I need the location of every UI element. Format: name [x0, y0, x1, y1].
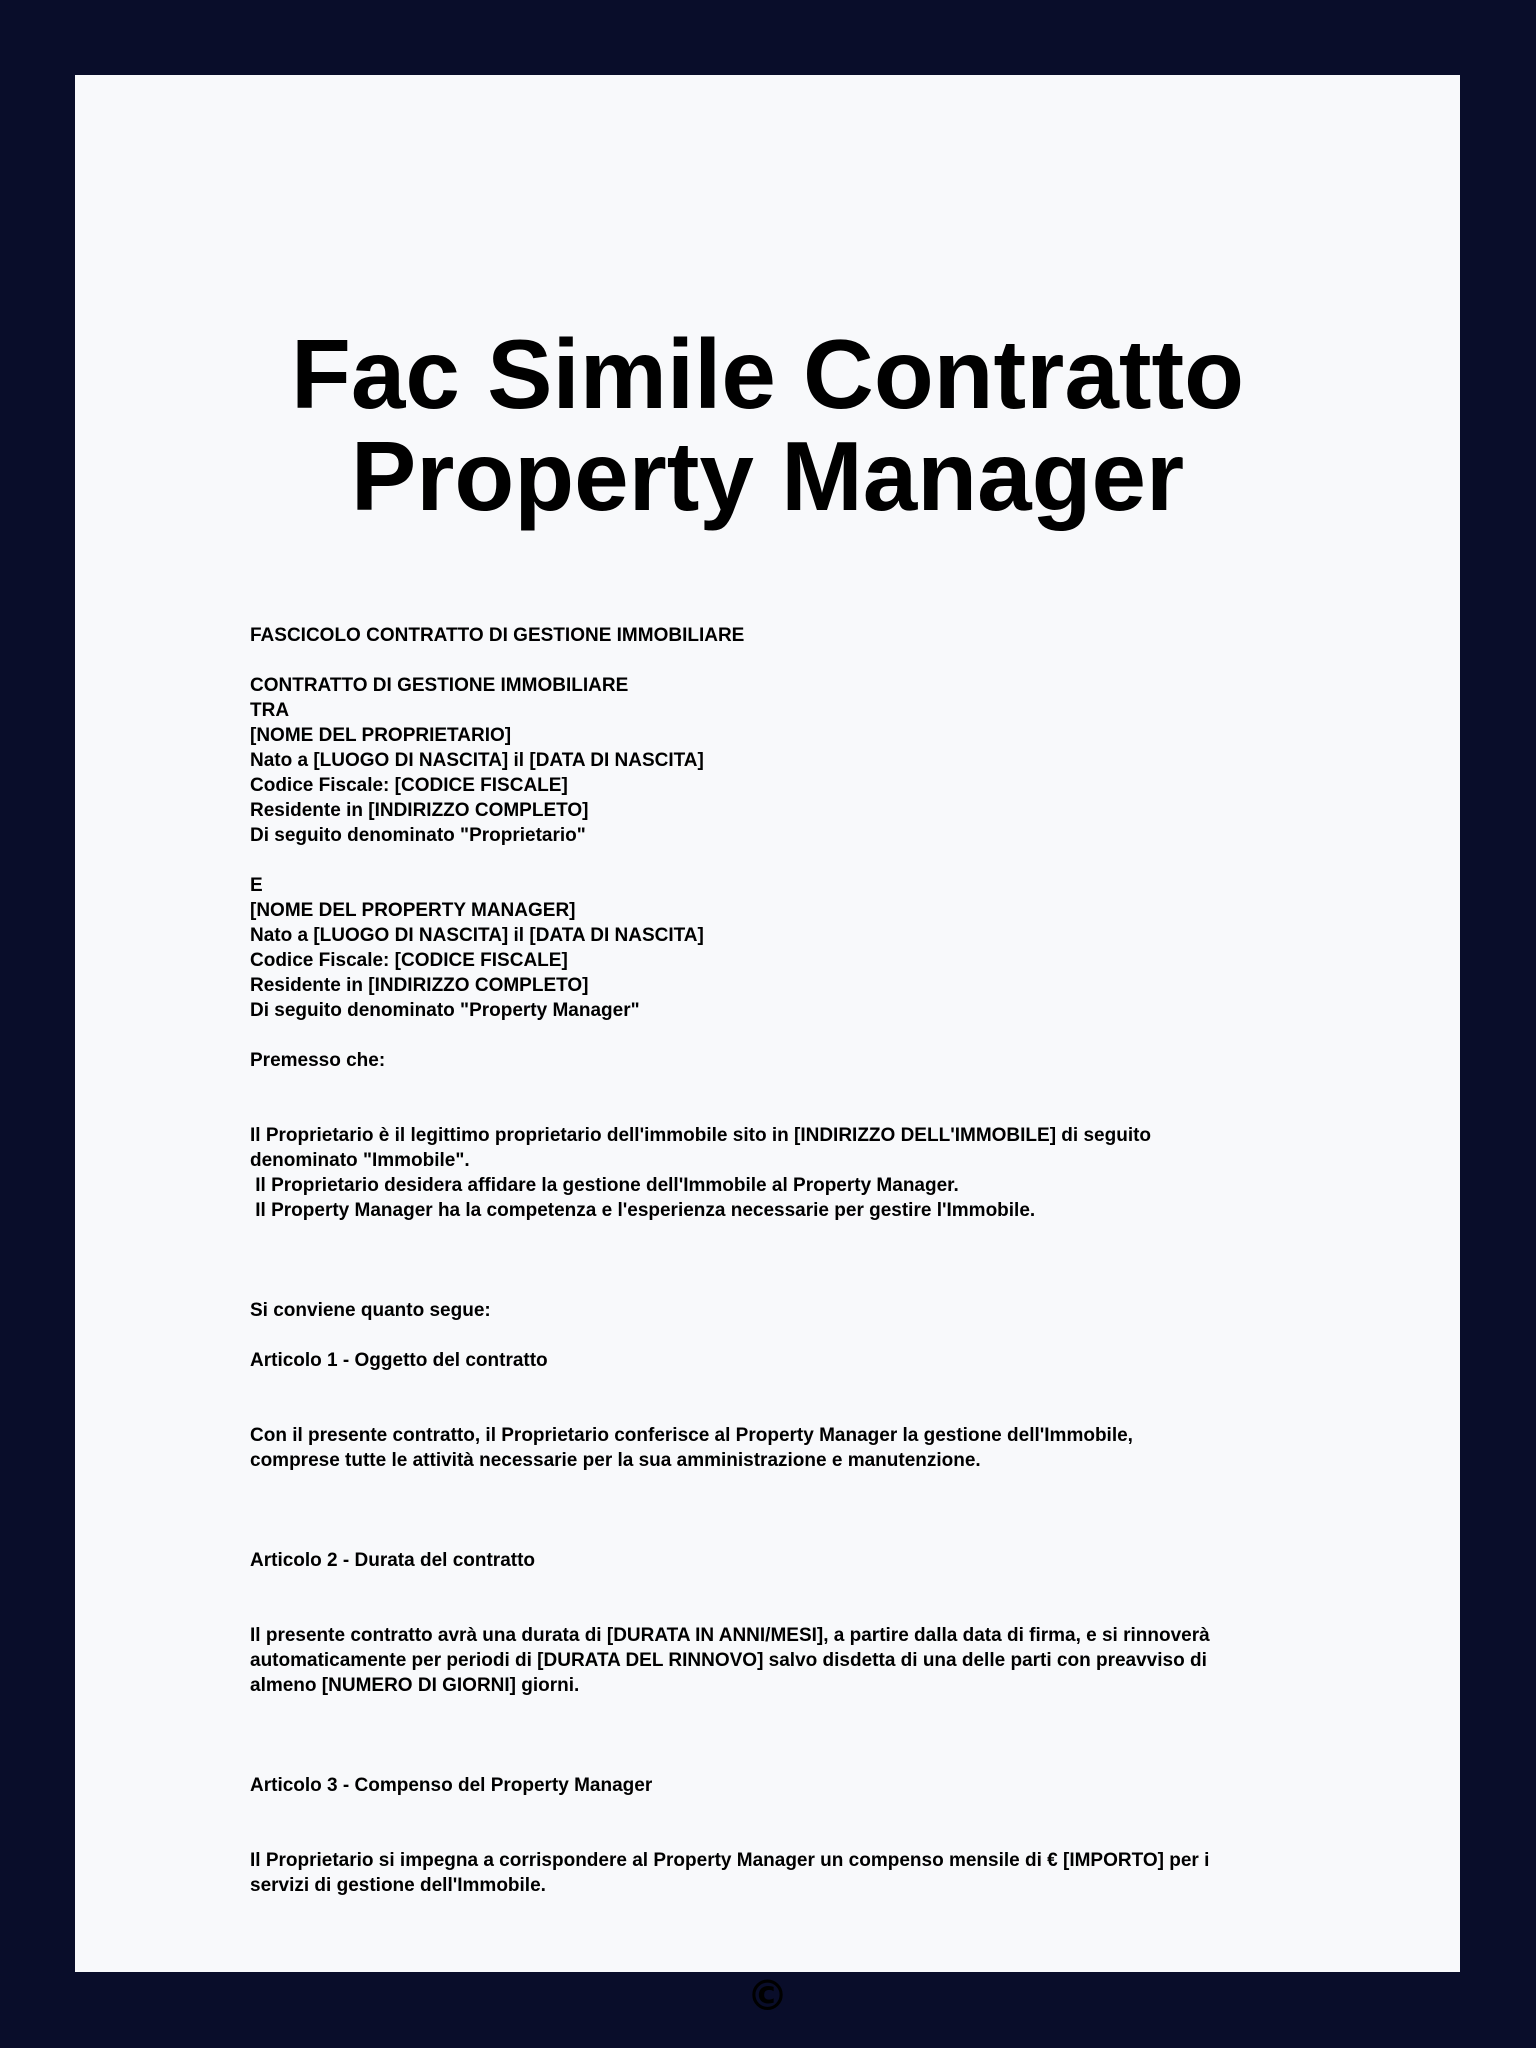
document-title: [75, 319, 1460, 531]
title-line-1: Fac Simile Contratto: [291, 319, 1244, 429]
copyright-icon: ©: [746, 1971, 789, 2020]
contract-body-text: FASCICOLO CONTRATTO DI GESTIONE IMMOBILIARE CONTRATTO DI GESTIONE IMMOBILIARE TRA [NOME DEL PROPRIETARIO] Nato a [LUOGO DI NASCITA] il [DATA DI NASCITA] Codice Fiscale: [CODICE FISCALE] Residente in [INDIRIZZO COMPLETO] Di seguito denominato "Proprietario" E [NOME DEL PROPERTY MANAGER] Nato a [LUOGO DI NASCITA] il [DATA DI NASCITA] Codice Fiscale: [CODICE FISCALE] Residente in [INDIRIZZO COMPLETO] Di seguito denominato "Property Manager" Premesso che: Il Proprietario è il legittimo proprietario dell'immobile sito in [INDIRIZZO DELL'IMMOBILE] di seguito denominato "Immobile". Il Proprietario desidera affidare la gestione dell'Immobile al Property Manager. Il Property Manager ha la competenza e l'esperienza necessarie per gestire l'Immobile. Si conviene quanto segue: Articolo 1 - Oggetto del contratto Con il presente contratto, il Proprietario conferisce al Property Manager la gestione dell'Immobile, comprese tutte le attività necessarie per la sua amministrazione e manutenzione. Articolo 2 - Durata del contratto Il presente contratto avrà una durata di [DURATA IN ANNI/MESI], a partire dalla data di firma, e si rinnoverà automaticamente per periodi di [DURATA DEL RINNOVO] salvo disdetta di una delle parti con preavviso di almeno [NUMERO DI GIORNI] giorni. Articolo 3 - Compenso del Property Manager Il Proprietario si impegna a corrispondere al Property Manager un compenso mensile di € [IMPORTO] per i servizi di gestione dell'Immobile.: [250, 625, 1210, 1896]
document-page: [75, 75, 1460, 2020]
title-line-2: Property Manager: [350, 421, 1185, 531]
